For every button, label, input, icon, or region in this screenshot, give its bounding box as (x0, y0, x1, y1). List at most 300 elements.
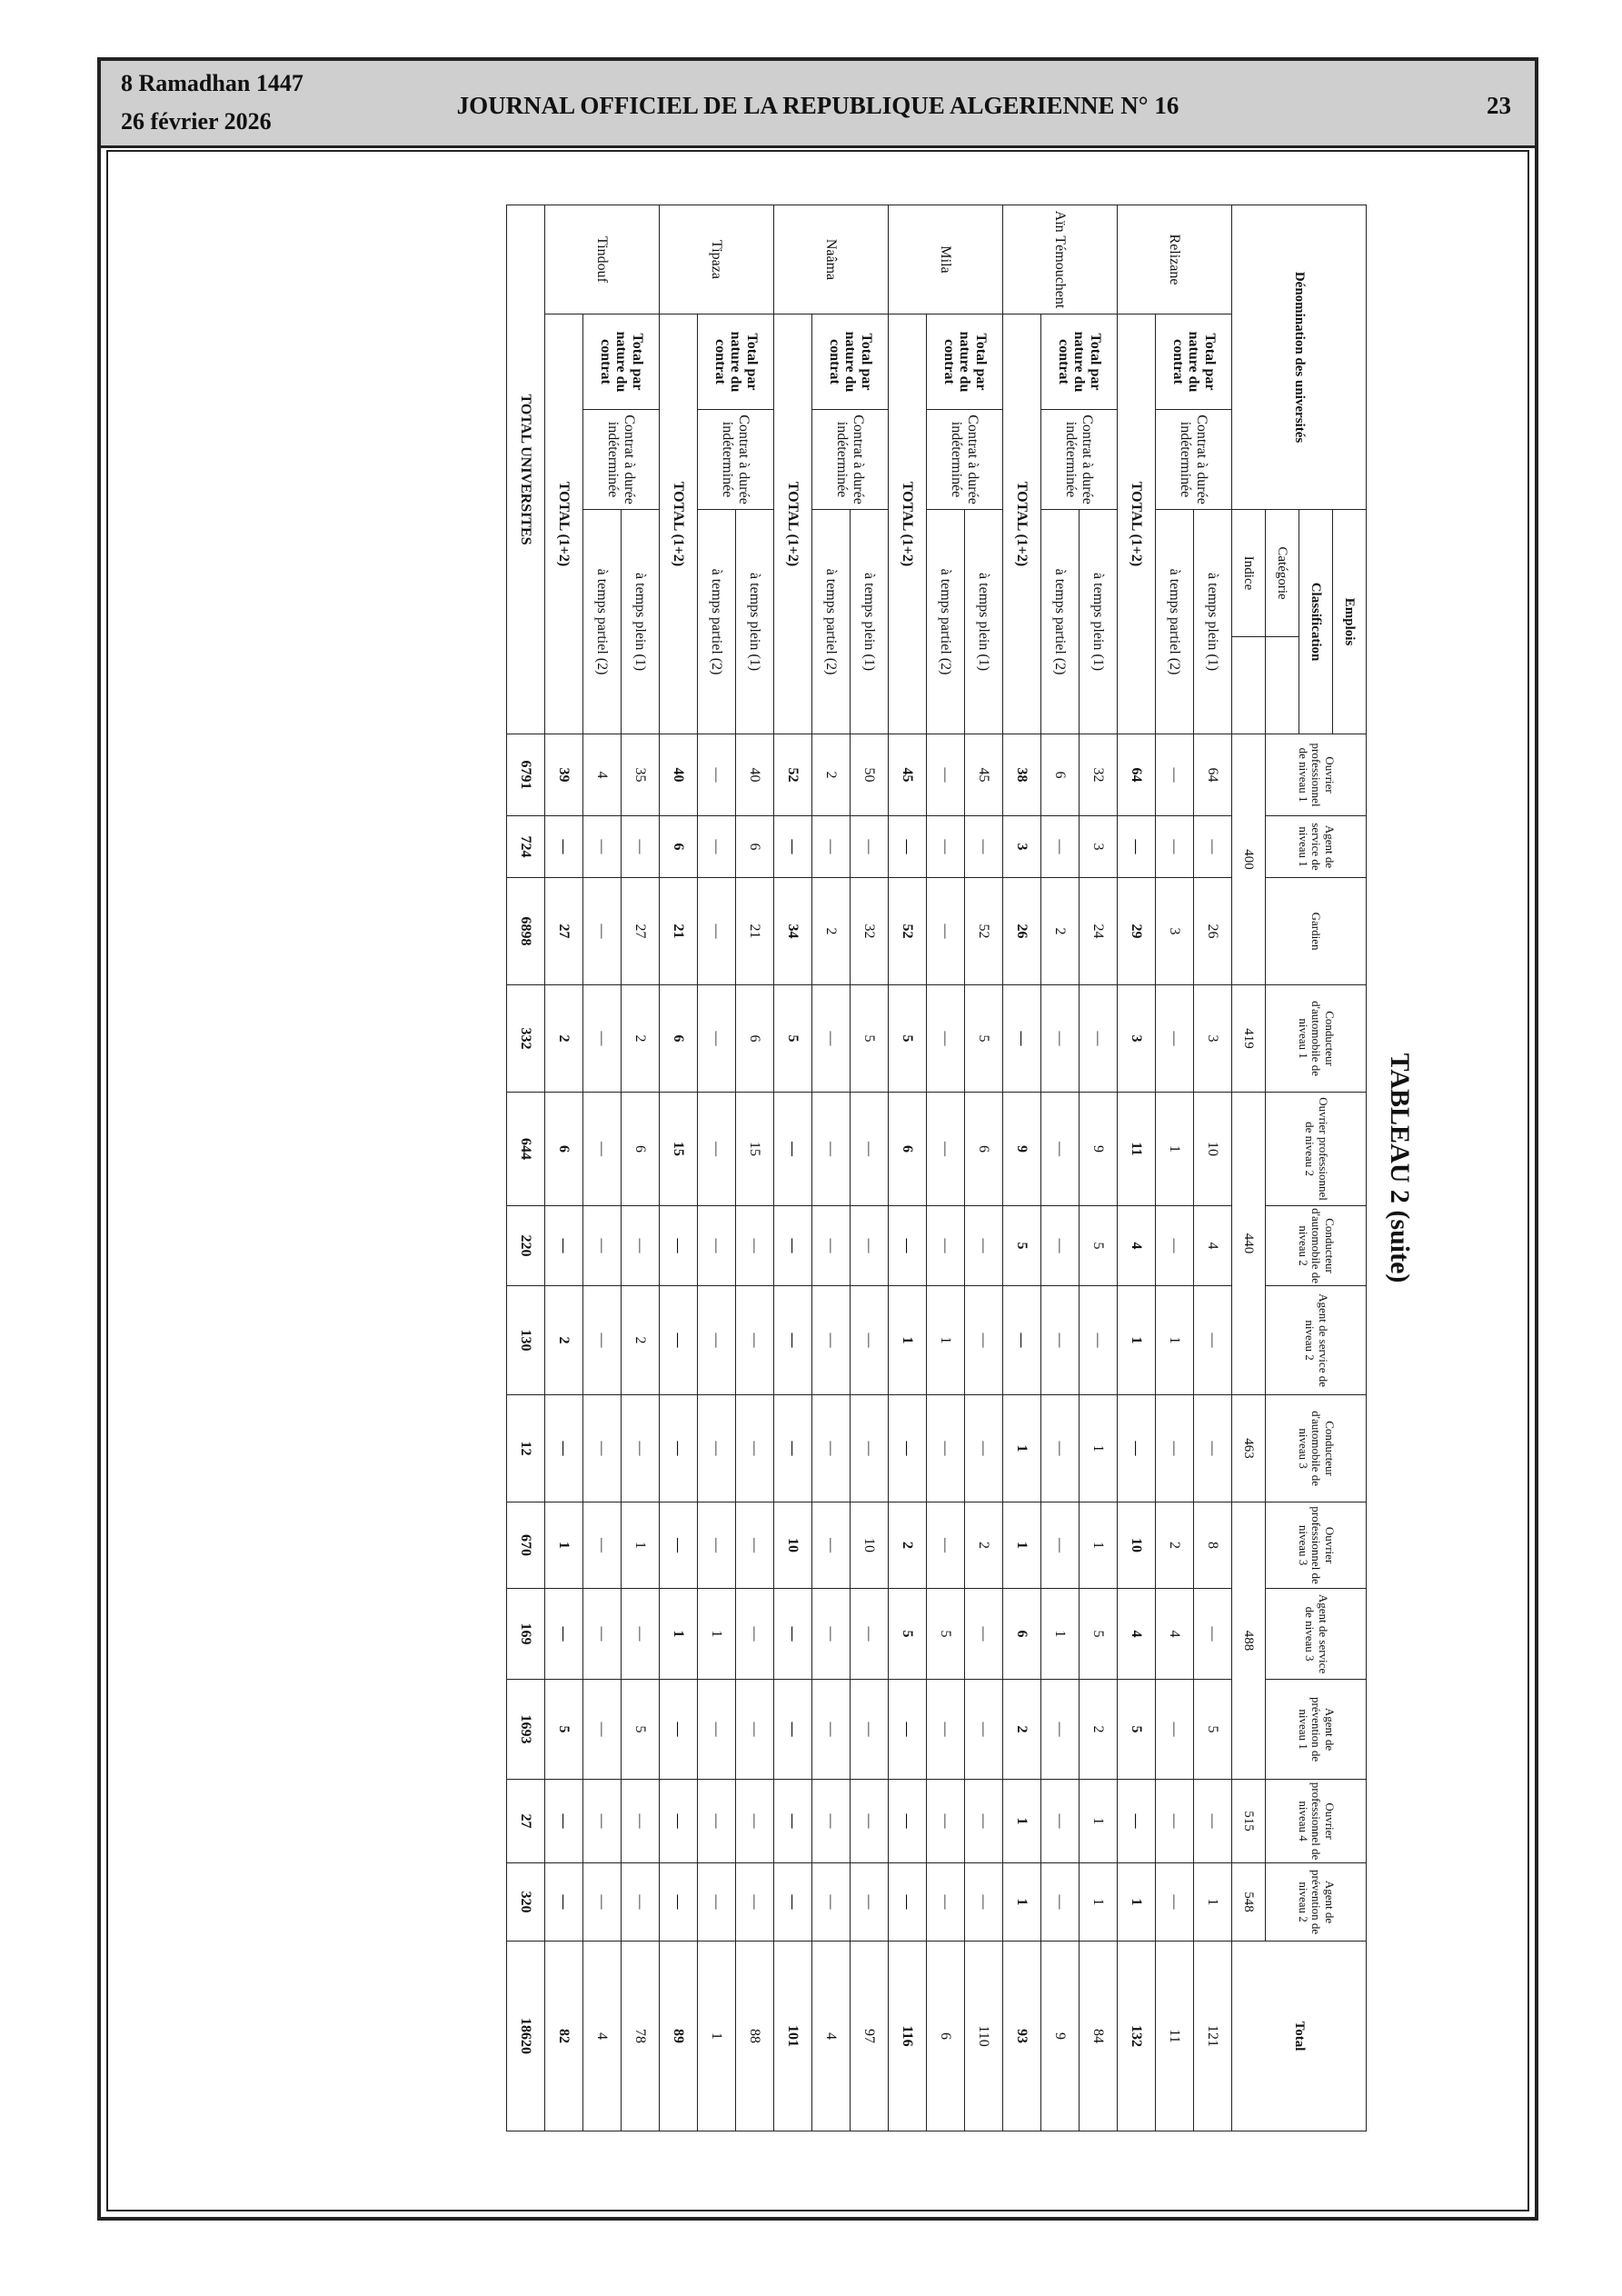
value-cell: — (1156, 985, 1194, 1093)
total-cell: — (1118, 816, 1156, 878)
value-cell: 5 (1080, 1589, 1118, 1680)
value-cell: — (851, 1206, 889, 1286)
value-cell: — (736, 1680, 774, 1780)
indice-value: 419 (1232, 985, 1266, 1093)
value-cell: — (851, 1395, 889, 1502)
total-cell: — (1003, 1286, 1041, 1395)
value-cell: — (583, 1286, 622, 1395)
grand-total-cell: 6898 (507, 878, 545, 985)
table-row (622, 205, 660, 2131)
total-cell: 1 (660, 1589, 698, 1680)
column-header: Conducteur d'automobile de niveau 2 (1266, 1206, 1367, 1286)
value-cell: 10 (851, 1502, 889, 1589)
indice-value: 515 (1232, 1780, 1266, 1863)
total-cell: — (774, 1780, 812, 1863)
column-header: Agent de prévention de niveau 1 (1266, 1680, 1367, 1780)
total-cell: 52 (774, 734, 812, 816)
total-cell: 26 (1003, 878, 1041, 985)
value-cell: — (583, 878, 622, 985)
column-header: Agent de service de niveau 3 (1266, 1589, 1367, 1680)
label-total-par-nature: Total par nature du contrat (1041, 314, 1118, 410)
grand-total-cell: 644 (507, 1093, 545, 1206)
total-cell: 6 (889, 1093, 927, 1206)
total-cell: 1 (545, 1502, 583, 1589)
total-cell: — (774, 1286, 812, 1395)
value-cell: 2 (1080, 1680, 1118, 1780)
header-indice: Indice (1232, 510, 1266, 637)
value-cell: — (583, 1780, 622, 1863)
column-header: Agent de service de niveau 1 (1266, 816, 1367, 878)
total-cell: 5 (545, 1680, 583, 1780)
table-row (660, 205, 698, 2131)
label-temps-plein: à temps plein (1) (1080, 510, 1118, 734)
value-cell: 24 (1080, 878, 1118, 985)
value-cell: — (583, 1863, 622, 1942)
value-cell: — (622, 1863, 660, 1942)
value-cell: 2 (1156, 1502, 1194, 1589)
value-cell: 97 (851, 1942, 889, 2131)
value-cell: — (851, 1863, 889, 1942)
value-cell: — (812, 1589, 851, 1680)
total-cell: 4 (1118, 1206, 1156, 1286)
value-cell: — (812, 1502, 851, 1589)
total-cell: 5 (1118, 1680, 1156, 1780)
value-cell: — (1080, 1286, 1118, 1395)
value-cell: — (622, 816, 660, 878)
total-cell: 101 (774, 1942, 812, 2131)
total-cell: 5 (889, 1589, 927, 1680)
total-cell: 1 (1118, 1863, 1156, 1942)
total-cell: 1 (1003, 1395, 1041, 1502)
grand-total-cell: 320 (507, 1863, 545, 1942)
value-cell: — (927, 1863, 965, 1942)
grand-total-cell: 27 (507, 1780, 545, 1863)
value-cell: 4 (1194, 1206, 1232, 1286)
total-cell: 93 (1003, 1942, 1041, 2131)
value-cell: 84 (1080, 1942, 1118, 2131)
table-row (851, 205, 889, 2131)
value-cell: 35 (622, 734, 660, 816)
header-blank (1232, 637, 1266, 734)
table-row (545, 205, 583, 2131)
label-total-par-nature: Total par nature du contrat (583, 314, 660, 410)
value-cell: 3 (1194, 985, 1232, 1093)
value-cell: 2 (965, 1502, 1003, 1589)
label-temps-partiel: à temps partiel (2) (1041, 510, 1080, 734)
label-temps-plein: à temps plein (1) (965, 510, 1003, 734)
value-cell: — (583, 985, 622, 1093)
value-cell: — (812, 985, 851, 1093)
value-cell: 21 (736, 878, 774, 985)
value-cell: — (1156, 734, 1194, 816)
total-cell: — (545, 816, 583, 878)
value-cell: — (1041, 1502, 1080, 1589)
label-total-par-nature: Total par nature du contrat (1156, 314, 1232, 410)
total-cell: — (774, 1093, 812, 1206)
indice-value: 440 (1232, 1093, 1266, 1395)
table-row (736, 205, 774, 2131)
total-cell: 1 (1118, 1286, 1156, 1395)
label-total-universites: TOTAL UNIVERSITES (507, 205, 545, 734)
label-contrat-duree: Contrat à durée indéterminée (812, 410, 889, 510)
value-cell: — (927, 985, 965, 1093)
value-cell: 1 (927, 1286, 965, 1395)
value-cell: 10 (1194, 1093, 1232, 1206)
total-cell: 82 (545, 1942, 583, 2131)
indice-value: 400 (1232, 734, 1266, 985)
label-total-1-2: TOTAL (1+2) (1003, 314, 1041, 734)
total-cell: — (1118, 1780, 1156, 1863)
value-cell: — (927, 734, 965, 816)
value-cell: 2 (812, 878, 851, 985)
university-name: Aïn Témouchent (1003, 205, 1118, 314)
label-contrat-duree: Contrat à durée indéterminée (583, 410, 660, 510)
value-cell: — (927, 1093, 965, 1206)
value-cell: — (812, 1395, 851, 1502)
value-cell: — (927, 1502, 965, 1589)
university-name: Naâma (774, 205, 889, 314)
table-area (127, 205, 1427, 2131)
value-cell: 5 (851, 985, 889, 1093)
total-cell: — (545, 1863, 583, 1942)
value-cell: — (965, 1395, 1003, 1502)
total-cell: 45 (889, 734, 927, 816)
total-cell: 39 (545, 734, 583, 816)
value-cell: — (698, 1680, 736, 1780)
value-cell: — (736, 1589, 774, 1680)
value-cell: 1 (1041, 1589, 1080, 1680)
value-cell: — (1041, 1286, 1080, 1395)
value-cell: — (698, 1863, 736, 1942)
total-cell: — (889, 816, 927, 878)
column-header: Agent de prévention de niveau 2 (1266, 1863, 1367, 1942)
total-cell: 5 (1003, 1206, 1041, 1286)
value-cell: — (851, 1093, 889, 1206)
value-cell: — (812, 1780, 851, 1863)
value-cell: 5 (1080, 1206, 1118, 1286)
value-cell: 5 (622, 1680, 660, 1780)
total-cell: 27 (545, 878, 583, 985)
value-cell: 9 (1041, 1942, 1080, 2131)
value-cell: 40 (736, 734, 774, 816)
value-cell: 6 (736, 985, 774, 1093)
value-cell: — (698, 1395, 736, 1502)
total-cell: 1 (1003, 1780, 1041, 1863)
table-row (1080, 205, 1118, 2131)
value-cell: — (698, 1206, 736, 1286)
value-cell: 1 (1080, 1863, 1118, 1942)
header-classification: Classification (1299, 510, 1333, 734)
column-header: Conducteur d'automobile de niveau 1 (1266, 985, 1367, 1093)
total-cell: — (774, 1863, 812, 1942)
total-cell: — (660, 1680, 698, 1780)
label-temps-plein: à temps plein (1) (736, 510, 774, 734)
value-cell: — (812, 816, 851, 878)
value-cell: — (851, 816, 889, 878)
grand-total-cell: 18620 (507, 1942, 545, 2131)
value-cell: — (698, 1093, 736, 1206)
value-cell: — (583, 1206, 622, 1286)
value-cell: 2 (1041, 878, 1080, 985)
value-cell: — (1041, 1780, 1080, 1863)
total-cell: — (660, 1863, 698, 1942)
total-cell: 3 (1118, 985, 1156, 1093)
value-cell: — (1194, 816, 1232, 878)
indice-value: 548 (1232, 1863, 1266, 1942)
value-cell: — (1041, 985, 1080, 1093)
value-cell: — (927, 1395, 965, 1502)
total-cell: 1 (1003, 1863, 1041, 1942)
label-total-1-2: TOTAL (1+2) (545, 314, 583, 734)
label-temps-partiel: à temps partiel (2) (583, 510, 622, 734)
value-cell: — (1194, 1286, 1232, 1395)
value-cell: — (583, 1502, 622, 1589)
value-cell: 2 (622, 1286, 660, 1395)
total-cell: — (774, 1589, 812, 1680)
header-date-gregorian: 26 février 2026 (121, 108, 272, 135)
value-cell: — (927, 1780, 965, 1863)
value-cell: — (622, 1589, 660, 1680)
value-cell: 110 (965, 1942, 1003, 2131)
value-cell: 1 (1080, 1502, 1118, 1589)
value-cell: 6 (927, 1942, 965, 2131)
value-cell: 32 (851, 878, 889, 985)
column-header: Agent de service de niveau 2 (1266, 1286, 1367, 1395)
column-header: Conducteur d'automobile de niveau 3 (1266, 1395, 1367, 1502)
label-temps-plein: à temps plein (1) (851, 510, 889, 734)
total-cell: 2 (545, 985, 583, 1093)
total-cell: — (889, 1780, 927, 1863)
value-cell: — (965, 1286, 1003, 1395)
table-row (507, 205, 545, 2131)
value-cell: — (698, 734, 736, 816)
value-cell: — (698, 816, 736, 878)
value-cell: — (622, 1395, 660, 1502)
label-temps-partiel: à temps partiel (2) (927, 510, 965, 734)
value-cell: — (698, 878, 736, 985)
label-total-1-2: TOTAL (1+2) (774, 314, 812, 734)
total-cell: — (774, 1680, 812, 1780)
value-cell: — (736, 1780, 774, 1863)
value-cell: 4 (583, 1942, 622, 2131)
value-cell: — (1080, 985, 1118, 1093)
total-cell: 10 (774, 1502, 812, 1589)
total-cell: 9 (1003, 1093, 1041, 1206)
grand-total-cell: 130 (507, 1286, 545, 1395)
value-cell: 5 (927, 1589, 965, 1680)
value-cell: — (622, 1780, 660, 1863)
value-cell: — (851, 1589, 889, 1680)
value-cell: — (965, 1863, 1003, 1942)
value-cell: 45 (965, 734, 1003, 816)
total-cell: — (889, 1395, 927, 1502)
value-cell: 15 (736, 1093, 774, 1206)
label-total-1-2: TOTAL (1+2) (1118, 314, 1156, 734)
value-cell: — (1041, 1206, 1080, 1286)
value-cell: — (1156, 1780, 1194, 1863)
value-cell: — (1041, 1395, 1080, 1502)
value-cell: 6 (965, 1093, 1003, 1206)
value-cell: — (927, 1206, 965, 1286)
total-cell: 3 (1003, 816, 1041, 878)
value-cell: 3 (1080, 816, 1118, 878)
grand-total-cell: 724 (507, 816, 545, 878)
label-contrat-duree: Contrat à durée indéterminée (927, 410, 1003, 510)
value-cell: — (698, 1780, 736, 1863)
value-cell: 4 (583, 734, 622, 816)
header-date-hijri: 8 Ramadhan 1447 (121, 70, 304, 96)
staff-table (506, 205, 1367, 2131)
total-cell: — (660, 1502, 698, 1589)
university-name: Tipaza (660, 205, 774, 314)
value-cell: — (965, 1206, 1003, 1286)
total-cell: 15 (660, 1093, 698, 1206)
grand-total-cell: 220 (507, 1206, 545, 1286)
total-cell: — (545, 1589, 583, 1680)
value-cell: 8 (1194, 1502, 1232, 1589)
value-cell: — (1156, 1206, 1194, 1286)
value-cell: — (965, 1680, 1003, 1780)
value-cell: 4 (812, 1942, 851, 2131)
value-cell: — (1194, 1395, 1232, 1502)
table-row (965, 205, 1003, 2131)
value-cell: 50 (851, 734, 889, 816)
total-cell: 21 (660, 878, 698, 985)
total-cell: 1 (889, 1286, 927, 1395)
total-cell: — (660, 1286, 698, 1395)
total-cell: — (1003, 985, 1041, 1093)
total-cell: — (545, 1206, 583, 1286)
total-cell: 52 (889, 878, 927, 985)
total-cell: — (774, 1395, 812, 1502)
value-cell: 78 (622, 1942, 660, 2131)
total-cell: 89 (660, 1942, 698, 2131)
label-temps-partiel: à temps partiel (2) (1156, 510, 1194, 734)
value-cell: 1 (1080, 1395, 1118, 1502)
value-cell: 32 (1080, 734, 1118, 816)
grand-total-cell: 12 (507, 1395, 545, 1502)
value-cell: — (1041, 1863, 1080, 1942)
value-cell: — (736, 1502, 774, 1589)
column-header: Ouvrier professionnel de niveau 2 (1266, 1093, 1367, 1206)
total-cell: 11 (1118, 1093, 1156, 1206)
label-temps-partiel: à temps partiel (2) (812, 510, 851, 734)
total-cell: — (545, 1780, 583, 1863)
grand-total-cell: 169 (507, 1589, 545, 1680)
indice-value: 463 (1232, 1395, 1266, 1502)
value-cell: — (1041, 1680, 1080, 1780)
value-cell: — (965, 1589, 1003, 1680)
grand-total-cell: 1693 (507, 1680, 545, 1780)
label-total-par-nature: Total par nature du contrat (927, 314, 1003, 410)
value-cell: — (583, 1589, 622, 1680)
value-cell: — (1156, 1680, 1194, 1780)
value-cell: — (812, 1206, 851, 1286)
page-number: 23 (1487, 92, 1511, 119)
value-cell: — (583, 816, 622, 878)
total-cell: 2 (889, 1502, 927, 1589)
total-cell: — (889, 1863, 927, 1942)
total-cell: 29 (1118, 878, 1156, 985)
header-universite: Dénomination des universités (1232, 205, 1367, 510)
column-header: Ouvrier professionnel de niveau 3 (1266, 1502, 1367, 1589)
value-cell: 1 (1080, 1780, 1118, 1863)
total-cell: 116 (889, 1942, 927, 2131)
value-cell: 1 (698, 1589, 736, 1680)
header-total: Total (1232, 1942, 1367, 2131)
total-cell: 38 (1003, 734, 1041, 816)
label-total-1-2: TOTAL (1+2) (889, 314, 927, 734)
value-cell: — (1194, 1589, 1232, 1680)
value-cell: — (1156, 1395, 1194, 1502)
value-cell: — (736, 1206, 774, 1286)
total-cell: 4 (1118, 1589, 1156, 1680)
table-row (1003, 205, 1041, 2131)
university-name: Relizane (1118, 205, 1232, 314)
value-cell: — (698, 985, 736, 1093)
value-cell: — (1041, 1093, 1080, 1206)
table-row (1194, 205, 1232, 2131)
value-cell: — (736, 1395, 774, 1502)
value-cell: 9 (1080, 1093, 1118, 1206)
value-cell: — (812, 1680, 851, 1780)
column-header: Ouvrier professionnel de niveau 4 (1266, 1780, 1367, 1863)
grand-total-cell: 670 (507, 1502, 545, 1589)
total-cell: — (889, 1680, 927, 1780)
total-cell: 6 (1003, 1589, 1041, 1680)
value-cell: — (812, 1863, 851, 1942)
total-cell: 132 (1118, 1942, 1156, 2131)
table-row (889, 205, 927, 2131)
header-blank (1266, 637, 1299, 734)
column-header: Gardien (1266, 878, 1367, 985)
label-contrat-duree: Contrat à durée indéterminée (698, 410, 774, 510)
value-cell: 1 (698, 1942, 736, 2131)
label-temps-plein: à temps plein (1) (1194, 510, 1232, 734)
journal-title: JOURNAL OFFICIEL DE LA REPUBLIQUE ALGERIENNE N° 16 (456, 92, 1179, 119)
value-cell: — (583, 1680, 622, 1780)
total-cell: — (774, 816, 812, 878)
total-cell: — (545, 1395, 583, 1502)
total-cell: 40 (660, 734, 698, 816)
university-name: Mila (889, 205, 1003, 314)
grand-total-cell: 332 (507, 985, 545, 1093)
value-cell: — (1194, 1780, 1232, 1863)
label-temps-partiel: à temps partiel (2) (698, 510, 736, 734)
value-cell: — (812, 1093, 851, 1206)
value-cell: 4 (1156, 1589, 1194, 1680)
value-cell: 27 (622, 878, 660, 985)
total-cell: — (660, 1395, 698, 1502)
total-cell: — (889, 1206, 927, 1286)
total-cell: 2 (1003, 1680, 1041, 1780)
label-temps-plein: à temps plein (1) (622, 510, 660, 734)
total-cell: — (660, 1780, 698, 1863)
value-cell: — (1041, 816, 1080, 878)
value-cell: — (851, 1780, 889, 1863)
value-cell: — (583, 1395, 622, 1502)
value-cell: — (1156, 816, 1194, 878)
total-cell: — (1118, 1395, 1156, 1502)
total-cell: 34 (774, 878, 812, 985)
value-cell: — (698, 1502, 736, 1589)
table-row (1333, 205, 1367, 2131)
table-row (774, 205, 812, 2131)
total-cell: 6 (660, 816, 698, 878)
table-row (1118, 205, 1156, 2131)
journal-header (101, 61, 1535, 148)
value-cell: 5 (965, 985, 1003, 1093)
